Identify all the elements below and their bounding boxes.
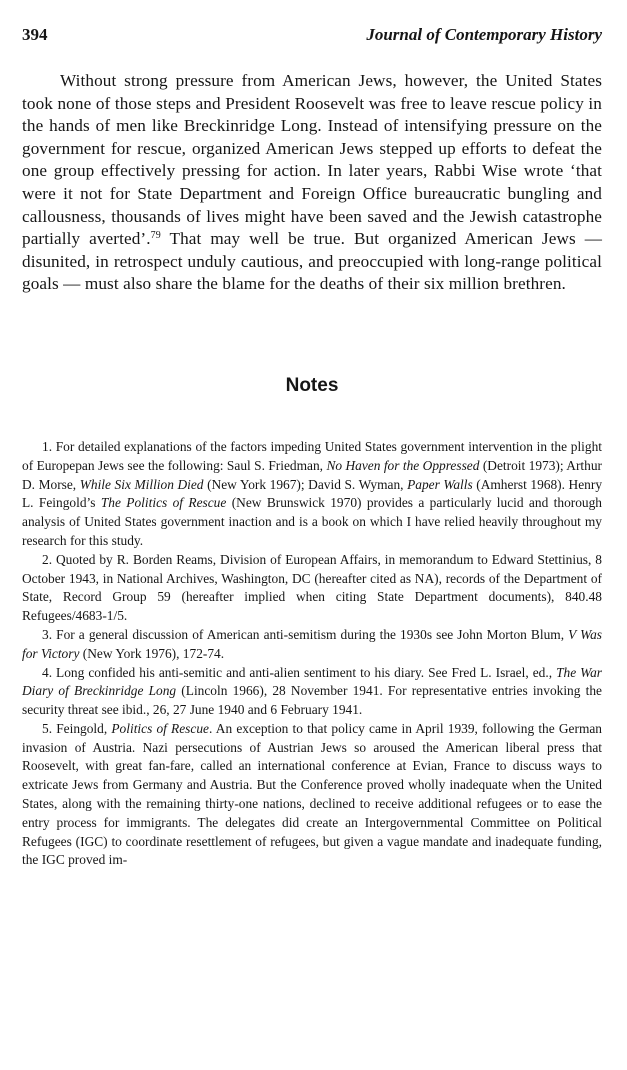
book-title: While Six Million Died — [79, 476, 204, 492]
note-text: (Amherst 1968). Henry L. Feingold’s — [22, 476, 603, 511]
note-text: (New Brunswick 1970) provides a particularly lucid and thorough analysis of United States government inaction and is a book on which I have relied heavily throughout my research for this study. — [22, 495, 602, 548]
note-text: (Lincoln 1966), 28 November 1941. For representative entries invoking the security threat see ibid., 26, 27 June 1940 and 6 February 1941. — [22, 683, 602, 718]
book-title: V Was for Victory — [22, 626, 602, 661]
footnote-reference: 79 — [150, 230, 161, 242]
note-text: (New York 1967); David S. Wyman, — [203, 476, 408, 492]
notes-list — [22, 438, 602, 870]
book-title: Politics of Rescue — [111, 720, 209, 736]
book-title: Paper Walls — [407, 476, 473, 492]
book-title: The War Diary of Breckinridge Long — [22, 664, 602, 699]
page-number: 394 — [22, 25, 48, 44]
note-4 — [22, 664, 602, 720]
body-paragraph — [22, 70, 602, 296]
note-text: (Detroit 1973); Arthur D. Morse, — [22, 457, 602, 492]
journal-title: Journal of Contemporary History — [366, 25, 602, 44]
note-text: (New York 1976), 172-74. — [79, 645, 225, 661]
body-paragraph-text: Without strong pressure from American Jews, however, the United States took none of those steps and President Roosevelt was free to leave rescue policy in the hands of men like Breckinridge Long. Instead of intensifying pressure on the government for rescue, organized American Jews stepped up efforts to defeat the one group effectively pressing for action. In later years, Rabbi Wise wrote ‘that were it not for State Department and Foreign Office bureaucratic bungling and callousness, thousands of lives might have been saved and the Jewish catastrophe partially averted’. — [22, 71, 602, 249]
note-2: 2. Quoted by R. Borden Reams, Division of European Affairs, in memorandum to Edward Stettinius, 8 October 1943, in National Archives, Washington, DC (hereafter cited as NA), records of the Department of State, Record Group 59 (hereafter implied when citing State Department documents), 840.48 Refugees/4683-1/5. — [22, 551, 602, 624]
note-text: . An exception to that policy came in April 1939, following the German invasion of Austria. Nazi persecutions of Austrian Jews so aroused the American liberal press that Roosevelt, with great fan-fare, called an international conference at Evian, France to discuss ways to extricate Jews from Germany and Austria. But the Conference proved wholly inadequate when the United States, along with the remaining thirty-one nations, declined to receive additional refugees or to ease the entry process for immigrants. The delegates did create an Intergovernmental Committee on Political Refugees (IGC) to coordinate resettlement of refugees, but given a vague mandate and inadequate funding, the IGC proved im- — [22, 720, 602, 868]
document-page — [22, 24, 602, 870]
note-text: 3. For a general discussion of American anti-semitism during the 1930s see John Morton Blum, — [42, 626, 569, 642]
body-paragraph-tail: That may well be true. But organized American Jews — disunited, in retrospect unduly cautious, and preoccupied with long-range political goals — must also share the blame for the deaths of their six million brethren. — [22, 229, 602, 294]
book-title: No Haven for the Oppressed — [326, 457, 480, 473]
note-3 — [22, 626, 602, 664]
note-text: 5. Feingold, — [42, 720, 112, 736]
note-text: 1. For detailed explanations of the factors impeding United States government intervention in the plight of Europepan Jews see the following: Saul S. Friedman, — [22, 438, 602, 473]
book-title: The Politics of Rescue — [100, 495, 227, 511]
note-5 — [22, 720, 602, 870]
note-1 — [22, 438, 602, 551]
notes-heading: Notes — [285, 374, 339, 396]
running-header — [22, 24, 602, 46]
note-text: 4. Long confided his anti-semitic and anti-alien sentiment to his diary. See Fred L. Israel, ed., — [42, 664, 557, 680]
